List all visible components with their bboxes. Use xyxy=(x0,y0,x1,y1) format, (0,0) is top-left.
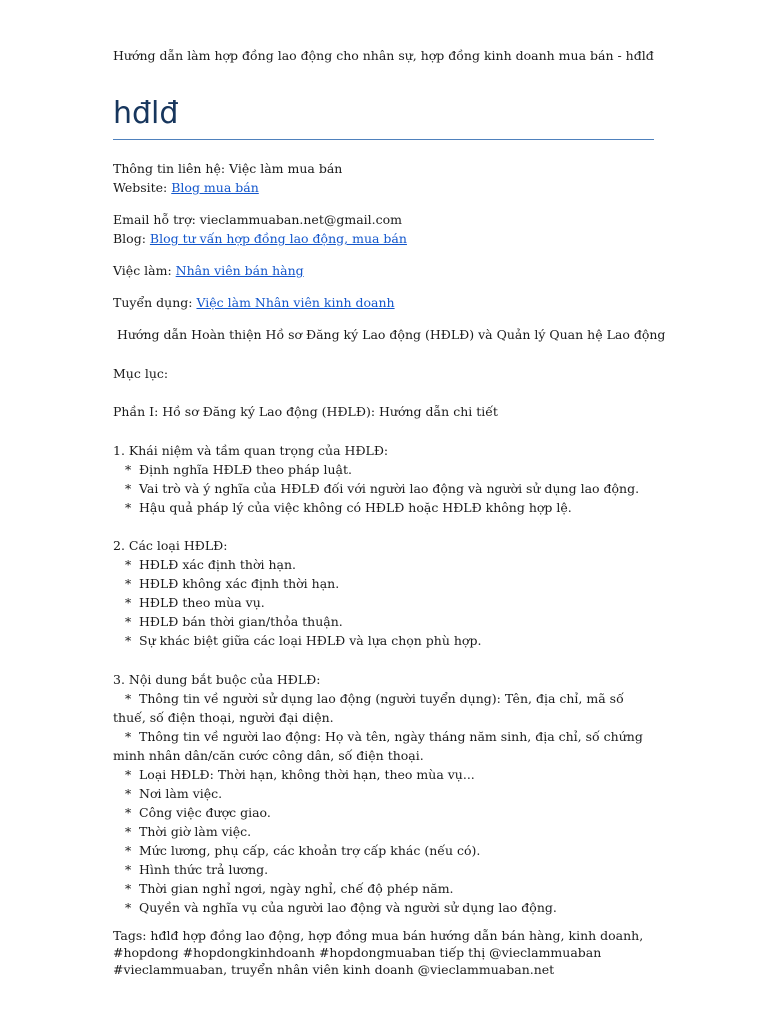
section-2-heading: 2. Các loại HĐLĐ: xyxy=(113,538,228,553)
blog-line xyxy=(113,229,407,248)
bullet-marker: * xyxy=(125,767,132,782)
list-item: * Vai trò và ý nghĩa của HĐLĐ đối với người lao động và người sử dụng lao động. xyxy=(125,481,640,496)
job-line xyxy=(113,261,304,280)
title-underline xyxy=(113,139,654,140)
list-item: * Hình thức trả lương. xyxy=(125,862,269,877)
list-item: * Thông tin về người lao động: Họ và tên, ngày tháng năm sinh, địa chỉ, số chứng minh nhân dân/căn cước công dân, số điện thoại. xyxy=(113,729,643,763)
list-item: * Thời gian nghỉ ngơi, ngày nghỉ, chế độ phép năm. xyxy=(125,881,454,896)
tags-line: #vieclammuaban, truyển nhân viên kinh doanh @vieclammuaban.net xyxy=(113,962,555,977)
bullet-marker: * xyxy=(125,691,132,706)
website-label: Website: xyxy=(113,180,172,195)
blog-link[interactable]: Blog tư vấn hợp đồng lao động, mua bán xyxy=(149,231,407,246)
recruit-link[interactable]: Việc làm Nhân viên kinh doanh xyxy=(196,295,395,310)
document-header: Hướng dẫn làm hợp đồng lao động cho nhân sự, hợp đồng kinh doanh mua bán - hđlđ xyxy=(113,48,654,63)
section-1-heading: 1. Khái niệm và tầm quan trọng của HĐLĐ: xyxy=(113,443,389,458)
list-item: * HĐLĐ không xác định thời hạn. xyxy=(125,576,340,591)
job-label: Việc làm: xyxy=(113,263,176,278)
email-line: Email hỗ trợ: vieclammuaban.net@gmail.com xyxy=(113,212,403,227)
bullet-marker: * xyxy=(125,805,132,820)
bullet-marker: * xyxy=(125,614,132,629)
bullet-marker: * xyxy=(125,786,132,801)
list-item: * HĐLĐ xác định thời hạn. xyxy=(125,557,297,572)
bullet-marker: * xyxy=(125,900,132,915)
bullet-marker: * xyxy=(125,595,132,610)
bullet-marker: * xyxy=(125,633,132,648)
recruit-line xyxy=(113,293,395,312)
bullet-marker: * xyxy=(125,862,132,877)
list-item: * Công việc được giao. xyxy=(125,805,271,820)
intro-line: Hướng dẫn Hoàn thiện Hồ sơ Đăng ký Lao động (HĐLĐ) và Quản lý Quan hệ Lao động xyxy=(113,327,666,342)
blog-label: Blog: xyxy=(113,231,150,246)
job-link[interactable]: Nhân viên bán hàng xyxy=(175,263,304,278)
section-3-heading: 3. Nội dung bắt buộc của HĐLĐ: xyxy=(113,672,321,687)
tags-line: Tags: hđlđ hợp đồng lao động, hợp đồng mua bán hướng dẫn bán hàng, kinh doanh, xyxy=(113,928,644,943)
recruit-label: Tuyển dụng: xyxy=(113,295,197,310)
list-item: * Sự khác biệt giữa các loại HĐLĐ và lựa chọn phù hợp. xyxy=(125,633,482,648)
list-item: * Nơi làm việc. xyxy=(125,786,223,801)
bullet-marker: * xyxy=(125,843,132,858)
list-item: * Hậu quả pháp lý của việc không có HĐLĐ hoặc HĐLĐ không hợp lệ. xyxy=(125,500,572,515)
website-link[interactable]: Blog mua bán xyxy=(171,180,259,195)
tags-line: #hopdong #hopdongkinhdoanh #hopdongmuaban tiếp thị @vieclammuaban xyxy=(113,945,602,960)
list-item: * HĐLĐ bán thời gian/thỏa thuận. xyxy=(125,614,343,629)
list-item: * HĐLĐ theo mùa vụ. xyxy=(125,595,265,610)
website-line xyxy=(113,178,259,197)
list-item: * Thông tin về người sử dụng lao động (người tuyển dụng): Tên, địa chỉ, mã số thuế, số điện thoại, người đại diện. xyxy=(113,691,624,725)
list-item: * Thời giờ làm việc. xyxy=(125,824,252,839)
bullet-marker: * xyxy=(125,576,132,591)
bullet-marker: * xyxy=(125,462,132,477)
part-one-heading: Phần I: Hồ sơ Đăng ký Lao động (HĐLĐ): Hướng dẫn chi tiết xyxy=(113,404,498,419)
list-item: * Loại HĐLĐ: Thời hạn, không thời hạn, theo mùa vụ... xyxy=(125,767,475,782)
bullet-marker: * xyxy=(125,557,132,572)
toc-label: Mục lục: xyxy=(113,366,169,381)
bullet-marker: * xyxy=(125,729,132,744)
contact-info-line: Thông tin liên hệ: Việc làm mua bán xyxy=(113,161,343,176)
list-item: * Quyền và nghĩa vụ của người lao động và người sử dụng lao động. xyxy=(125,900,557,915)
bullet-marker: * xyxy=(125,824,132,839)
list-item: * Mức lương, phụ cấp, các khoản trợ cấp khác (nếu có). xyxy=(125,843,481,858)
bullet-marker: * xyxy=(125,481,132,496)
page-title: hđlđ xyxy=(113,96,179,131)
list-item: * Định nghĩa HĐLĐ theo pháp luật. xyxy=(125,462,352,477)
bullet-marker: * xyxy=(125,500,132,515)
bullet-marker: * xyxy=(125,881,132,896)
